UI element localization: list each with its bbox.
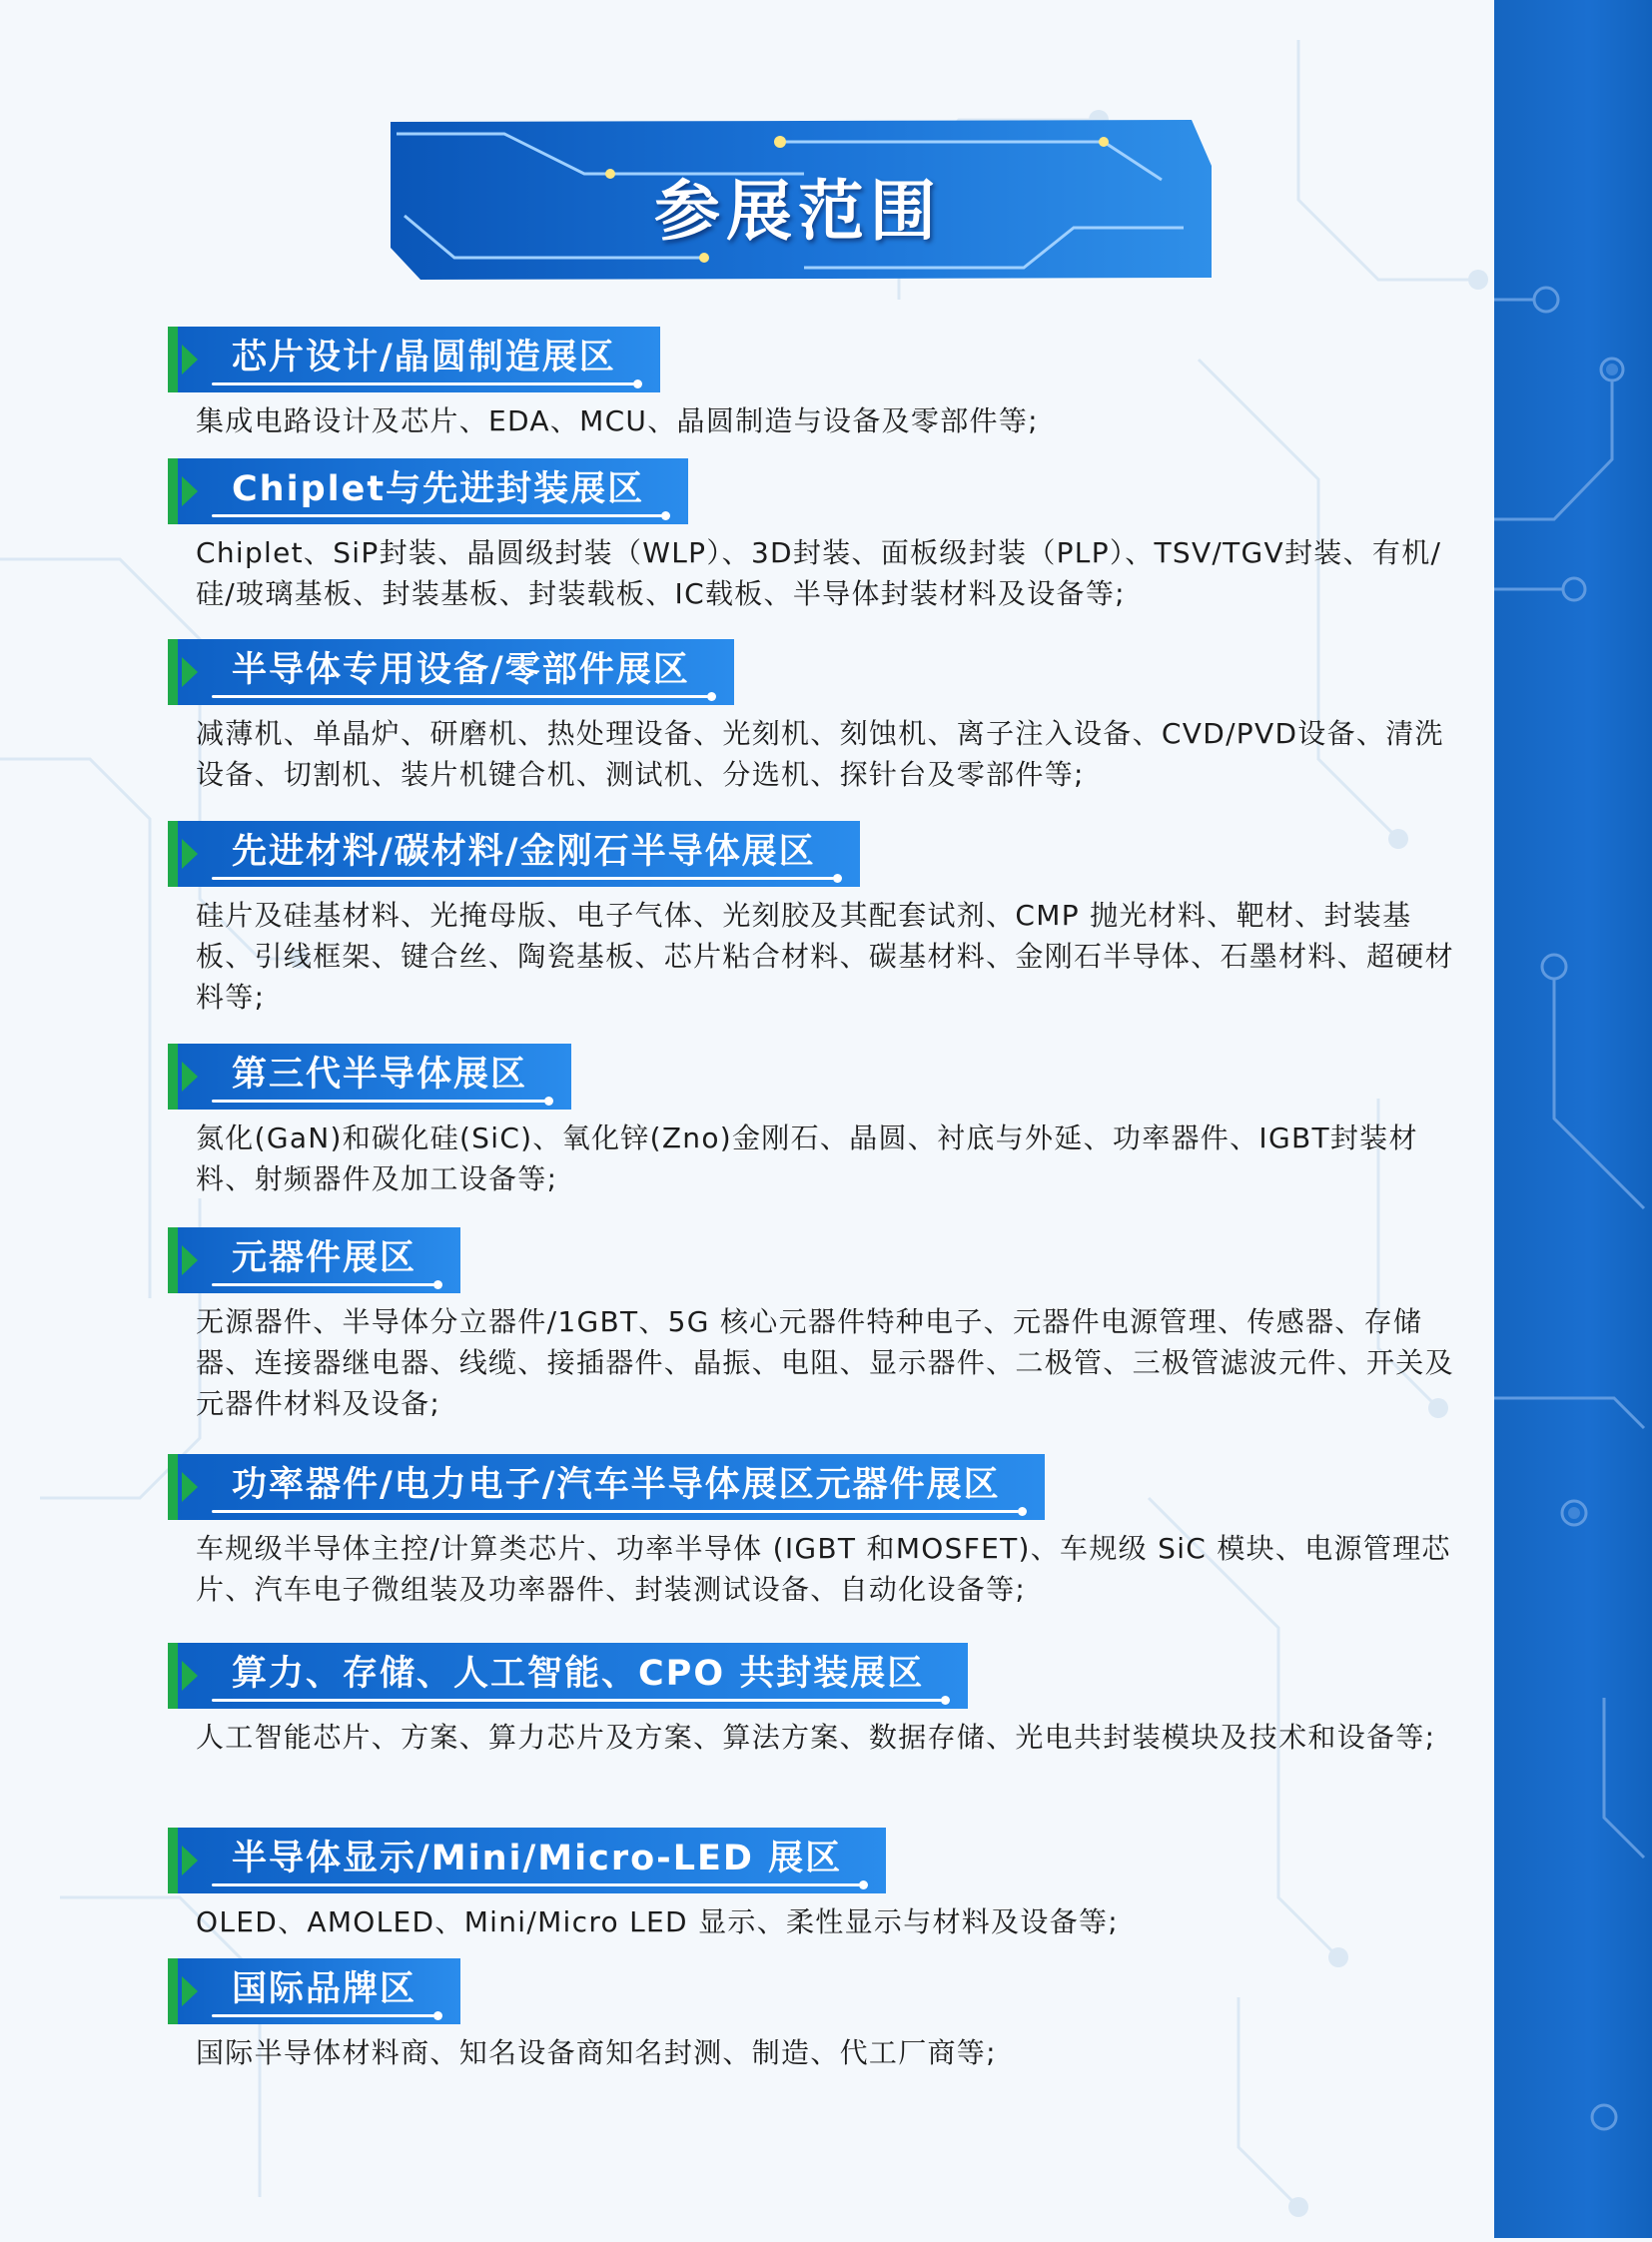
section-header: [168, 1227, 460, 1293]
header-underline: [212, 514, 662, 517]
section-header: [168, 821, 860, 887]
section-header-text: 元器件展区: [232, 1238, 417, 1278]
section-international: [168, 1958, 1466, 2073]
section-header: [168, 1643, 968, 1709]
green-arrow-icon: [168, 1227, 202, 1293]
section-header-text: 算力、存储、人工智能、CPO 共封装展区: [232, 1654, 925, 1694]
header-underline: [212, 877, 834, 880]
section-chip-design: [168, 327, 1466, 441]
header-underline: [212, 382, 634, 385]
section-chiplet: [168, 458, 1466, 614]
green-arrow-icon: [168, 1828, 202, 1893]
section-header-text: 功率器件/电力电子/汽车半导体展区元器件展区: [232, 1465, 1001, 1505]
section-power-auto: [168, 1454, 1466, 1610]
section-description: 硅片及硅基材料、光掩母版、电子气体、光刻胶及其配套试剂、CMP 抛光材料、靶材、封装基板、引线框架、键合丝、陶瓷基板、芯片粘合材料、碳基材料、金刚石半导体、石墨材料、超硬材料等;: [196, 899, 1454, 1014]
header-underline: [212, 1283, 434, 1286]
section-header: [168, 1454, 1045, 1520]
section-description: 氮化(GaN)和碳化硅(SiC)、氧化锌(Zno)金刚石、晶圆、衬底与外延、功率器件、IGBT封装材料、射频器件及加工设备等;: [196, 1121, 1418, 1195]
right-side-stripe: [1494, 0, 1652, 2238]
section-description: Chiplet、SiP封装、晶圆级封装（WLP）、3D封装、面板级封装（PLP）、TSV/TGV封装、有机/硅/玻璃基板、封装基板、封装载板、IC载板、半导体封装材料及设备等;: [196, 536, 1442, 610]
section-components: [168, 1227, 1466, 1424]
section-header-text: 先进材料/碳材料/金刚石半导体展区: [232, 832, 816, 872]
section-header: [168, 1044, 571, 1110]
section-compute-ai: [168, 1643, 1466, 1758]
stripe-circuit-pattern: [1494, 0, 1652, 2238]
section-header-text: 半导体显示/Mini/Micro-LED 展区: [232, 1839, 843, 1878]
header-underline: [212, 1510, 1019, 1513]
section-header-text: 第三代半导体展区: [232, 1055, 528, 1095]
header-underline: [212, 2014, 434, 2017]
green-arrow-icon: [168, 1454, 202, 1520]
section-header: [168, 1828, 886, 1893]
green-arrow-icon: [168, 458, 202, 524]
section-header-text: 国际品牌区: [232, 1969, 417, 2009]
green-arrow-icon: [168, 821, 202, 887]
section-description: 车规级半导体主控/计算类芯片、功率半导体 (IGBT 和MOSFET)、车规级 SiC 模块、电源管理芯片、汽车电子微组装及功率器件、封装测试设备、自动化设备等;: [196, 1532, 1451, 1606]
section-description: 集成电路设计及芯片、EDA、MCU、晶圆制造与设备及零部件等;: [196, 404, 1039, 437]
page-title: 参展范围: [654, 173, 942, 250]
section-description: 无源器件、半导体分立器件/1GBT、5G 核心元器件特种电子、元器件电源管理、传感器、存储器、连接器继电器、线缆、接插器件、晶振、电阻、显示器件、二极管、三极管滤波元件、开关及元器件材料及设备;: [196, 1305, 1454, 1420]
green-arrow-icon: [168, 639, 202, 705]
header-underline: [212, 1883, 860, 1886]
section-display: [168, 1828, 1466, 1942]
section-description: 国际半导体材料商、知名设备商知名封测、制造、代工厂商等;: [196, 2036, 997, 2069]
section-equipment: [168, 639, 1466, 795]
header-underline: [212, 1100, 545, 1103]
section-header-text: Chiplet与先进封装展区: [232, 469, 645, 509]
header-underline: [212, 1699, 942, 1702]
section-header: [168, 639, 734, 705]
section-description: OLED、AMOLED、Mini/Micro LED 显示、柔性显示与材料及设备等;: [196, 1905, 1120, 1938]
section-header: [168, 1958, 460, 2024]
header-underline: [212, 695, 708, 698]
section-description: 人工智能芯片、方案、算力芯片及方案、算法方案、数据存储、光电共封装模块及技术和设备等;: [196, 1721, 1436, 1754]
section-description: 减薄机、单晶炉、研磨机、热处理设备、光刻机、刻蚀机、离子注入设备、CVD/PVD设备、清洗设备、切割机、装片机键合机、测试机、分选机、探针台及零部件等;: [196, 717, 1444, 791]
section-header-text: 半导体专用设备/零部件展区: [232, 650, 690, 690]
green-arrow-icon: [168, 327, 202, 392]
section-header: [168, 458, 688, 524]
green-arrow-icon: [168, 1643, 202, 1709]
section-materials: [168, 821, 1466, 1018]
section-header-text: 芯片设计/晶圆制造展区: [232, 338, 616, 377]
green-arrow-icon: [168, 1044, 202, 1110]
section-header: [168, 327, 660, 392]
green-arrow-icon: [168, 1958, 202, 2024]
section-third-gen: [168, 1044, 1466, 1199]
